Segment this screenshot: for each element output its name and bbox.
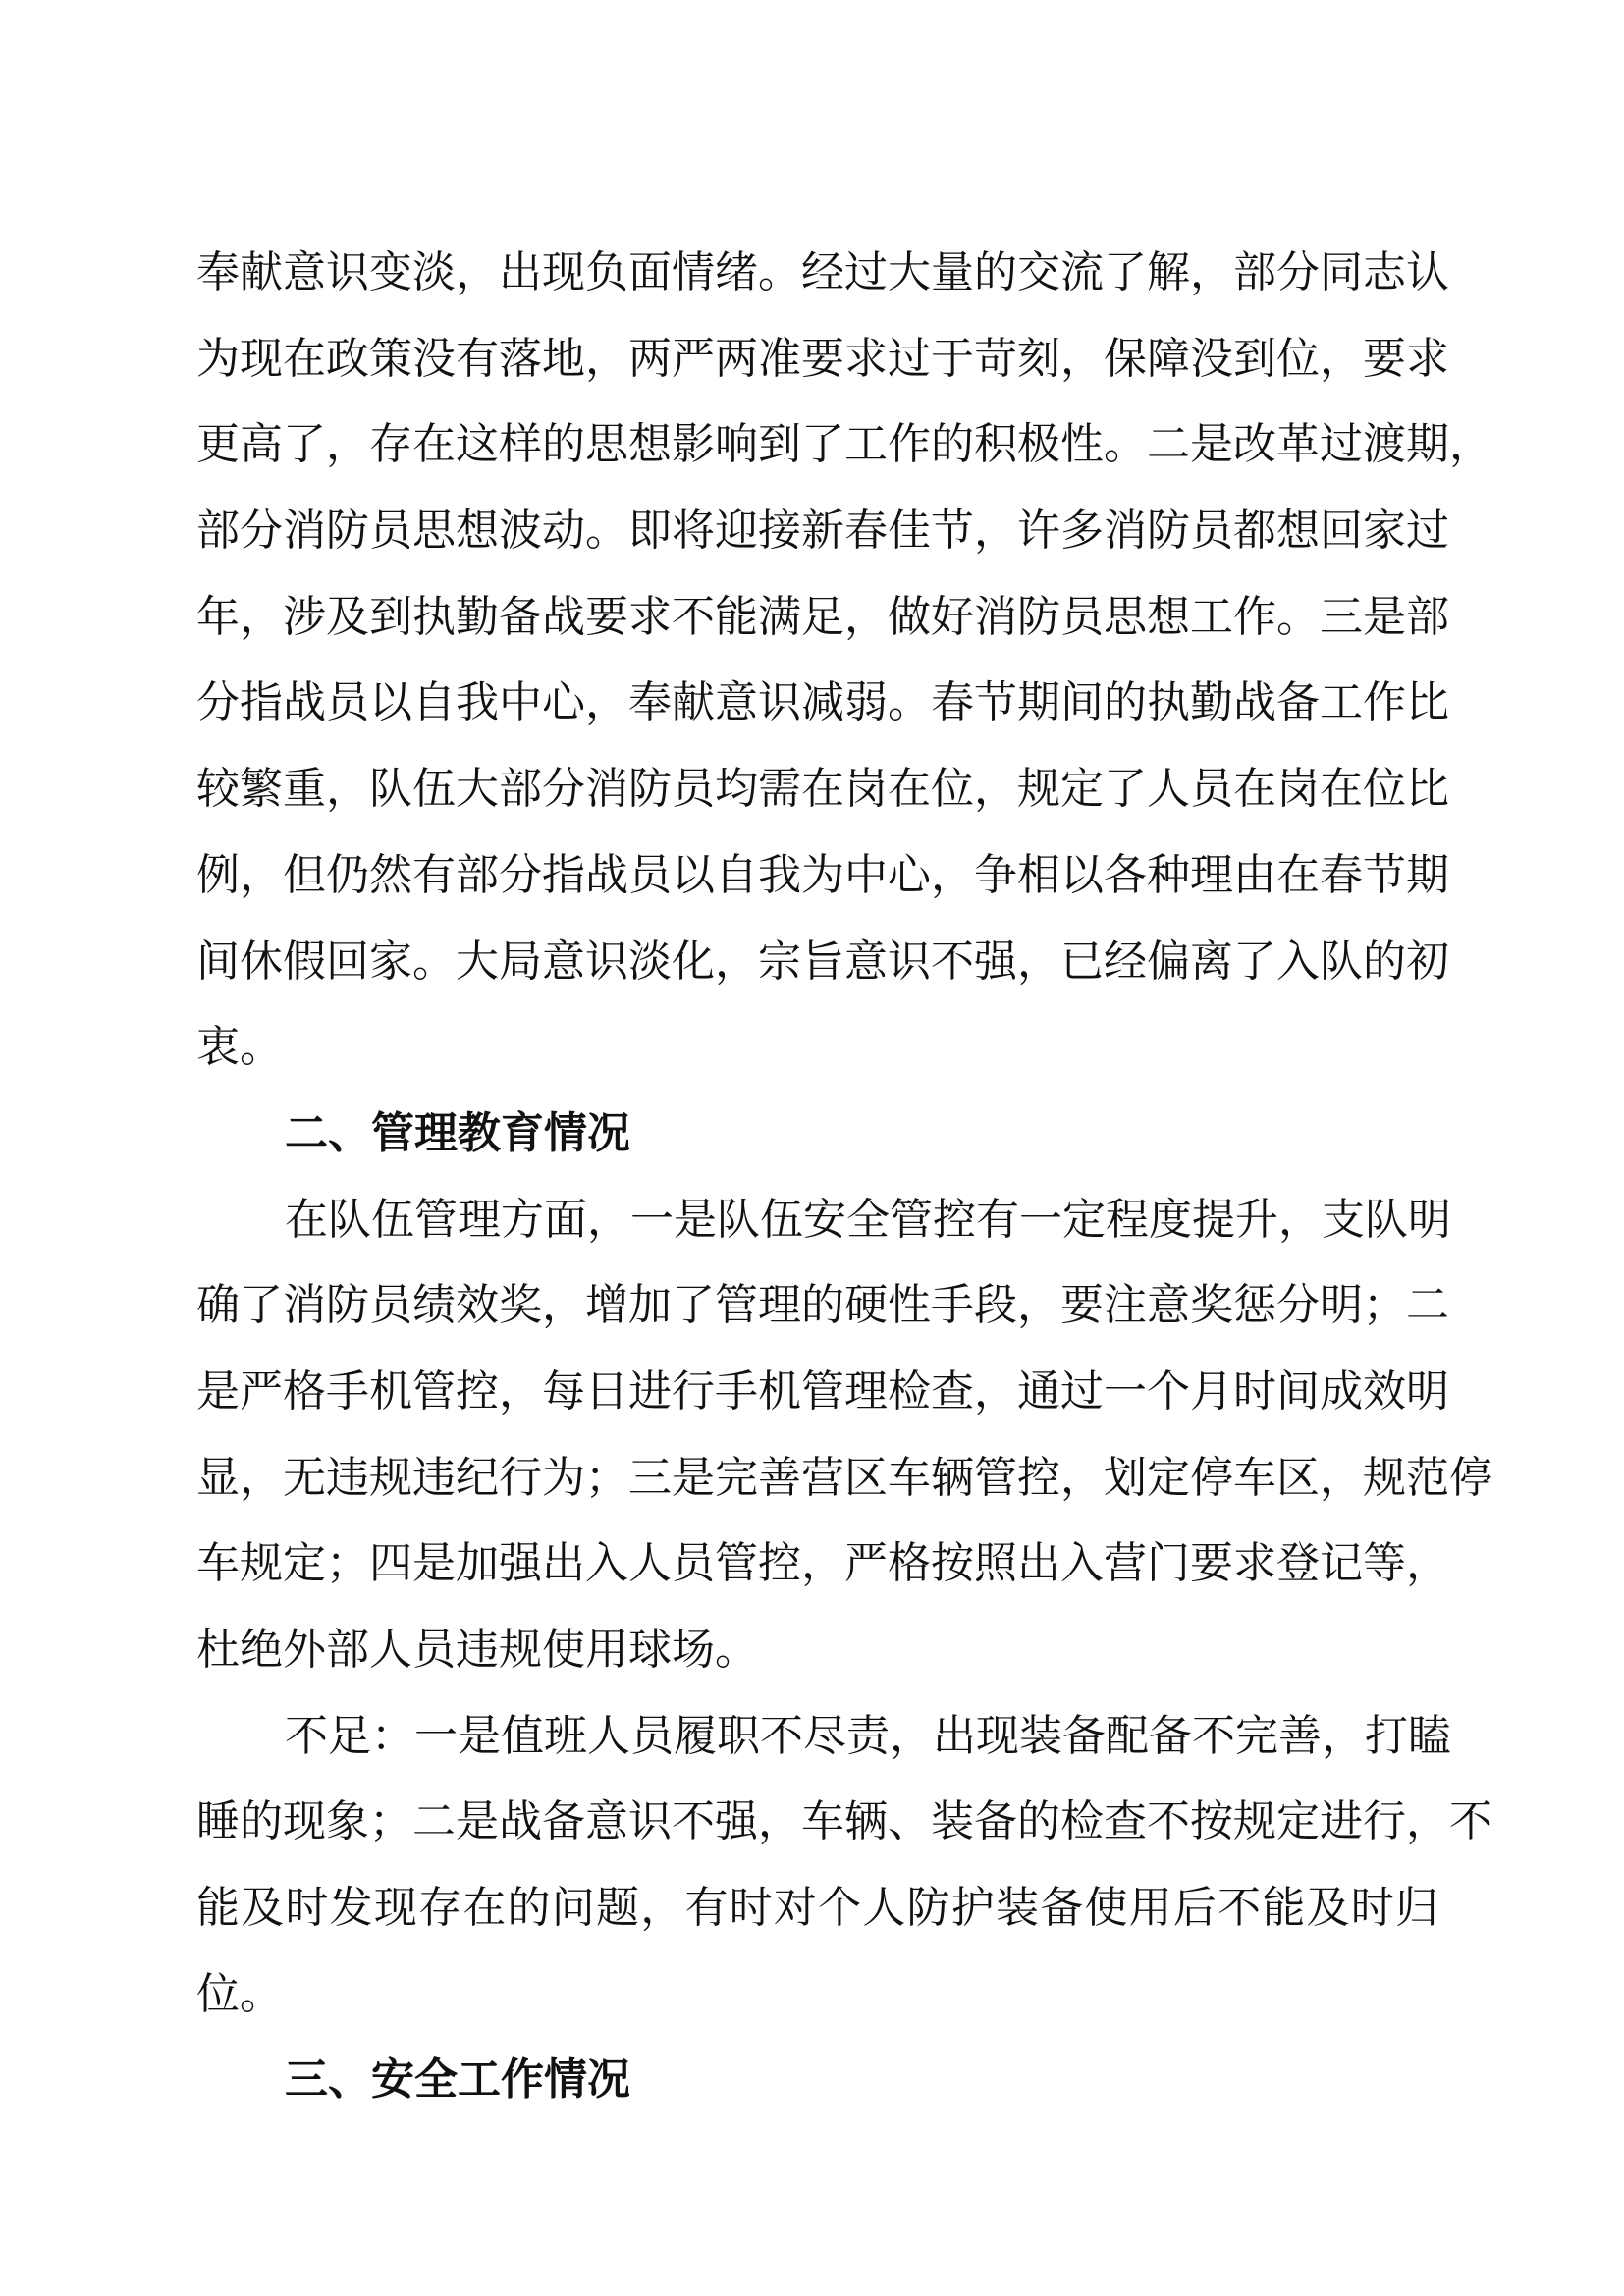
text-line: 衷。 <box>196 1022 283 1073</box>
text-line: 更高了，存在这样的思想影响到了工作的积极性。二是改革过渡期， <box>196 419 1492 470</box>
text-line: 睡的现象；二是战备意识不强，车辆、装备的检查不按规定进行，不 <box>196 1796 1492 1847</box>
text-line: 间休假回家。大局意识淡化，宗旨意识不强，已经偏离了入队的初 <box>196 935 1449 987</box>
document-page <box>196 230 1492 2123</box>
text-line: 确了消防员绩效奖，增加了管理的硬性手段，要注意奖惩分明；二 <box>196 1280 1449 1331</box>
text-line: 位。 <box>196 1968 283 2019</box>
text-line: 能及时发现存在的问题，有时对个人防护装备使用后不能及时归 <box>196 1883 1438 1934</box>
text-line: 是严格手机管控，每日进行手机管理检查，通过一个月时间成效明 <box>196 1365 1449 1416</box>
text-line: 显，无违规违纪行为；三是完善营区车辆管控，划定停车区，规范停 <box>196 1452 1492 1503</box>
text-line: 杜绝外部人员违规使用球场。 <box>196 1625 758 1675</box>
text-line: 部分消防员思想波动。即将迎接新春佳节，许多消防员都想回家过 <box>196 506 1449 557</box>
text-line: 不足：一是值班人员履职不尽责，出现装备配备不完善，打瞌 <box>285 1710 1451 1761</box>
text-line: 奉献意识变淡，出现负面情绪。经过大量的交流了解，部分同志认 <box>196 247 1449 297</box>
section-heading-management: 二、管理教育情况 <box>285 1107 630 1158</box>
text-line: 年，涉及到执勤备战要求不能满足，做好消防员思想工作。三是部 <box>196 591 1449 642</box>
text-line: 例，但仍然有部分指战员以自我为中心，争相以各种理由在春节期 <box>196 849 1449 900</box>
paragraph-shortcomings <box>196 1693 1492 2038</box>
text-line: 分指战员以自我中心，奉献意识减弱。春节期间的执勤战备工作比 <box>196 677 1449 728</box>
text-line: 车规定；四是加强出入人员管控，严格按照出入营门要求登记等， <box>196 1538 1449 1589</box>
section-heading-safety: 三、安全工作情况 <box>285 2055 630 2106</box>
paragraph-ideology-issues <box>196 230 1492 1091</box>
text-line: 在队伍管理方面，一是队伍安全管控有一定程度提升，支队明 <box>285 1194 1451 1245</box>
text-line: 较繁重，队伍大部分消防员均需在岗在位，规定了人员在岗在位比 <box>196 764 1449 815</box>
paragraph-management <box>196 1177 1492 1693</box>
text-line: 为现在政策没有落地，两严两准要求过于苛刻，保障没到位，要求 <box>196 333 1449 384</box>
